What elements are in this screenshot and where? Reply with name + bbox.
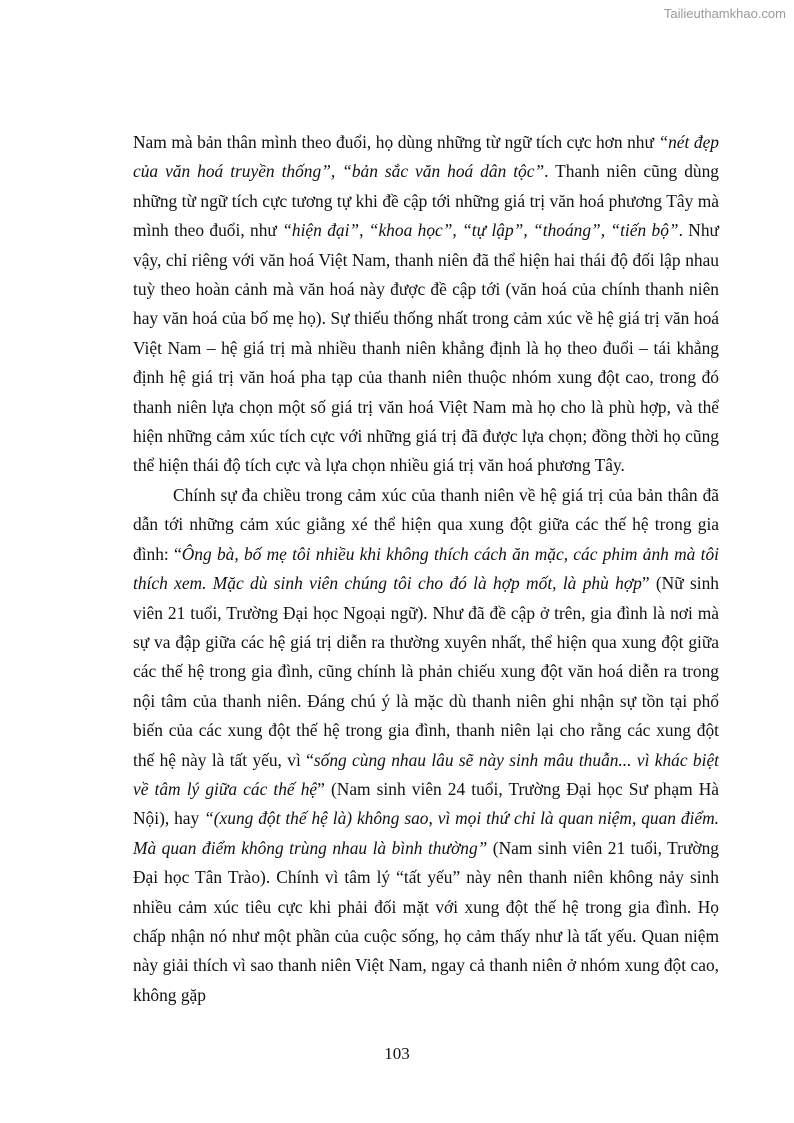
italic-quote: “hiện đại”, “khoa học”, “tự lập”, “thoáng”, “tiến bộ” xyxy=(282,220,679,241)
italic-quote: Ông bà, bố mẹ tôi nhiều khi không thích cách ăn mặc, các phim ảnh mà tôi thích xem. Mặc dù sinh viên chúng tôi cho đó là hợp mốt, là phù hợp xyxy=(133,543,719,594)
watermark: Tailieuthamkhao.com xyxy=(663,6,786,21)
text-span: . Như vậy, chỉ riêng với văn hoá Việt Nam, thanh niên đã thể hiện hai thái độ đối lập nhau tuỳ theo hoàn cảnh mà văn hoá này được đề cập tới (văn hoá của chính thanh niên hay văn hoá của bố mẹ họ). Sự thiếu thống nhất trong cảm xúc về hệ giá trị văn hoá Việt Nam – hệ giá trị mà nhiều thanh niên khẳng định là họ theo đuổi – tái khẳng định hệ giá trị văn hoá pha tạp của thanh niên thuộc nhóm xung đột cao, trong đó thanh niên lựa chọn một số giá trị văn hoá Việt Nam mà họ cho là phù hợp, và thể hiện những cảm xúc tích cực với những giá trị đã được lựa chọn; đồng thời họ cũng thể hiện thái độ tích cực và lựa chọn nhiều giá trị văn hoá phương Tây. xyxy=(133,220,719,476)
paragraph-2 xyxy=(133,481,719,1010)
text-span: . Thanh niên cũng dùng những từ ngữ tích cực tương tự khi đề cập tới những giá trị văn hoá phương Tây mà mình theo đuổi, như xyxy=(133,161,719,241)
text-span: Chính sự đa chiều trong cảm xúc của thanh niên về hệ giá trị của bản thân đã dẫn tới những cảm xúc giằng xé thể hiện qua xung đột giữa các thế hệ trong gia đình: “ xyxy=(133,484,719,564)
body-text xyxy=(133,128,719,1010)
text-span: ” (Nam sinh viên 24 tuổi, Trường Đại học Sư phạm Hà Nội), hay xyxy=(133,778,719,829)
text-span: (Nam sinh viên 21 tuổi, Trường Đại học Tân Trào). Chính vì tâm lý “tất yếu” này nên thanh niên không nảy sinh nhiều cảm xúc tiêu cực khi phải đối mặt với xung đột thế hệ trong gia đình. Họ chấp nhận nó như một phần của cuộc sống, họ cảm thấy như là tất yếu. Quan niệm này giải thích vì sao thanh niên Việt Nam, ngay cả thanh niên ở nhóm xung đột cao, không gặp xyxy=(133,837,719,1005)
italic-quote: “nét đẹp của văn hoá truyền thống”, “bản sắc văn hoá dân tộc” xyxy=(133,132,720,182)
text-span: Nam mà bản thân mình theo đuổi, họ dùng những từ ngữ tích cực hơn như xyxy=(133,132,659,152)
paragraph-1 xyxy=(133,128,719,481)
italic-quote: sống cùng nhau lâu sẽ này sinh mâu thuẫn... vì khác biệt về tâm lý giữa các thế hệ xyxy=(133,749,720,799)
italic-quote: “(xung đột thế hệ là) không sao, vì mọi thứ chỉ là quan niệm, quan điểm. Mà quan điểm không trùng nhau là bình thường” xyxy=(133,808,719,858)
text-span: ” (Nữ sinh viên 21 tuổi, Trường Đại học Ngoại ngữ). Như đã đề cập ở trên, gia đình là nơi mà sự va đập giữa các hệ giá trị diễn ra thường xuyên nhất, thể hiện qua xung đột giữa các thế hệ trong gia đình, cũng chính là phản chiếu xung đột văn hoá diễn ra trong nội tâm của thanh niên. Đáng chú ý là mặc dù thanh niên ghi nhận sự tồn tại phổ biến của các xung đột thế hệ trong gia đình, thanh niên lại cho rằng các xung đột thế hệ này là tất yếu, vì “ xyxy=(133,573,719,770)
page-number: 103 xyxy=(384,1044,410,1063)
